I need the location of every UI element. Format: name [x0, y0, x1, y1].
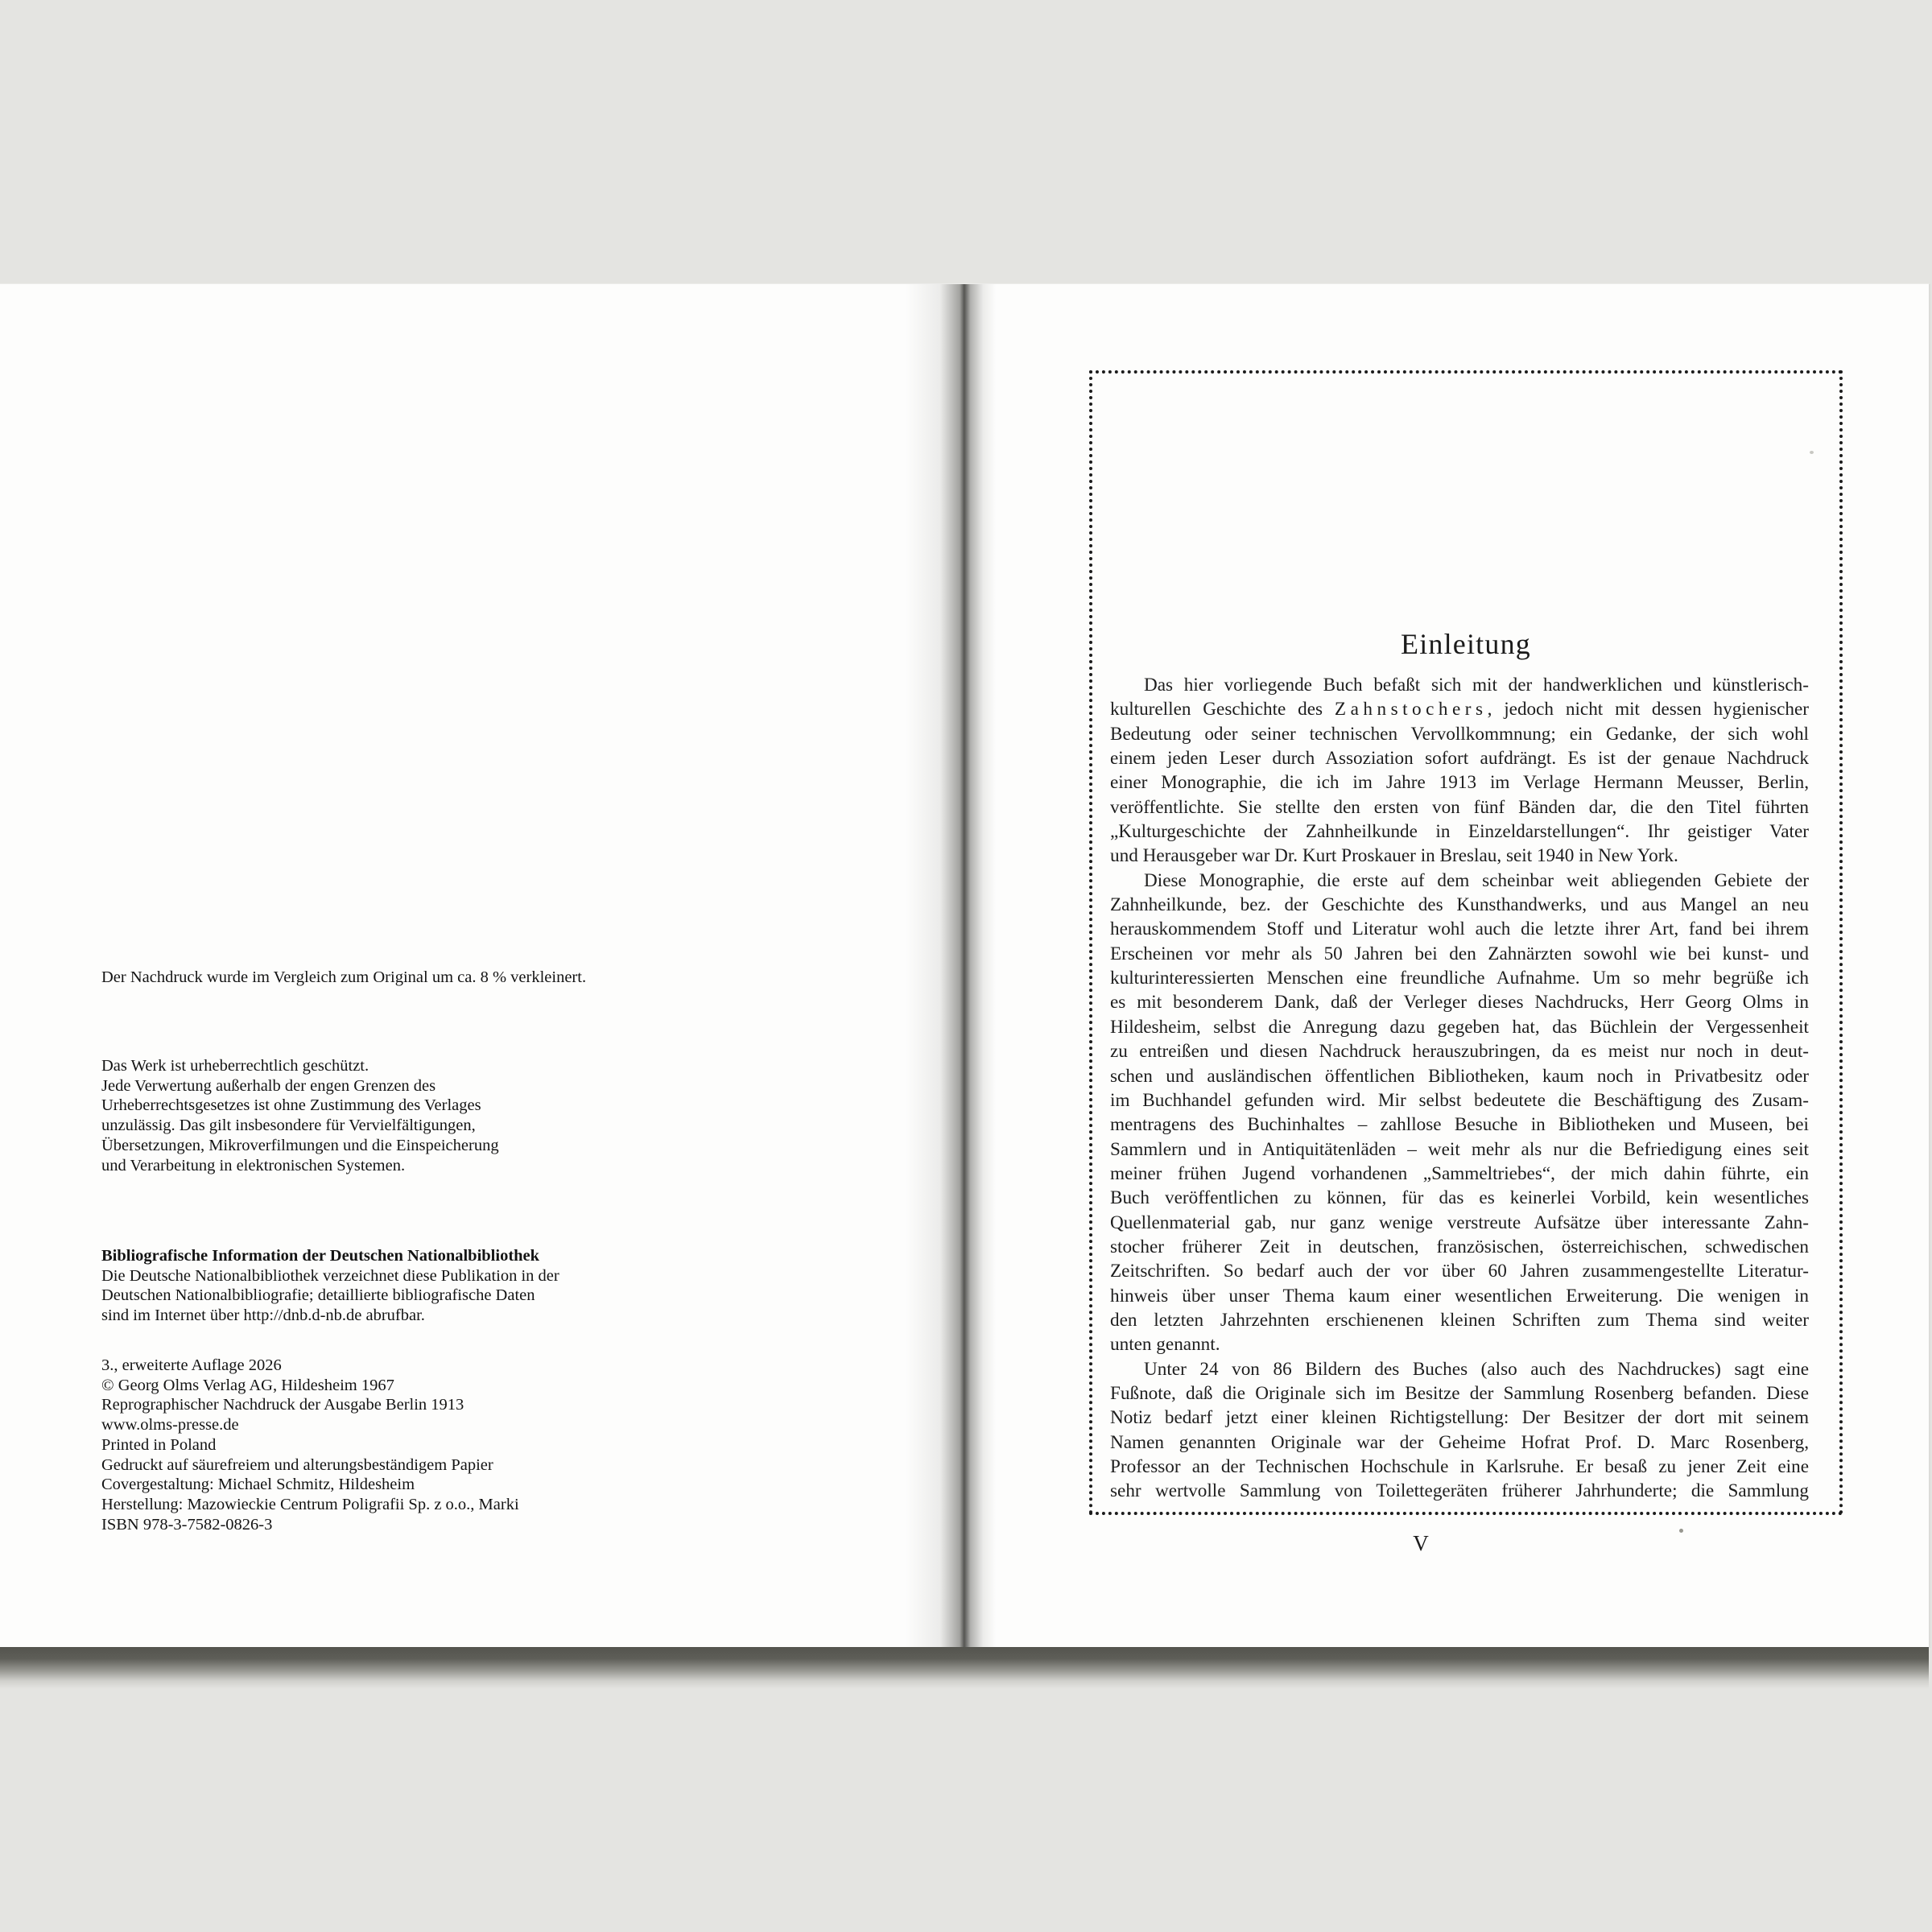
- scan-speck: [1679, 1529, 1683, 1533]
- text-line: einer Monographie, die ich im Jahre 1913 im Verlage Hermann Meusser, Berlin,: [1110, 772, 1809, 794]
- text-line: Gedruckt auf säurefreiem und alterungsbeständigem Papier: [101, 1455, 493, 1474]
- page-bottom-shadow: [0, 1647, 1929, 1689]
- text-line: Das hier vorliegende Buch befaßt sich mit der handwerklichen und künstlerisch-: [1144, 675, 1809, 696]
- text-line: sehr wertvolle Sammlung von Toilettegeräten früherer Jahrhunderte; die Sammlung: [1110, 1480, 1809, 1502]
- text-line: Die Deutsche Nationalbibliothek verzeichnet diese Publikation in der: [101, 1266, 559, 1285]
- text-line: Namen genannten Originale war der Geheime Hofrat Prof. D. Marc Rosenberg,: [1110, 1431, 1809, 1453]
- text-line: schen und ausländischen öffentlichen Bibliotheken, kaum noch in Privatbesitz oder: [1110, 1065, 1809, 1087]
- text-line: im Buchhandel gefunden wird. Mir selbst bedeutete die Beschäftigung des Zusam-: [1110, 1089, 1809, 1111]
- imprint-block: [101, 1356, 519, 1534]
- text-line: Das Werk ist urheberrechtlich geschützt.: [101, 1057, 369, 1075]
- text-line: zu entreißen und diesen Nachdruck herauszubringen, da es meist nur noch in deut-: [1110, 1041, 1809, 1063]
- text-line: Urheberrechtsgesetzes ist ohne Zustimmung des Verlages: [101, 1096, 481, 1115]
- text-line: Hildesheim, selbst die Anregung dazu gegeben hat, das Büchlein der Vergessenheit: [1110, 1016, 1809, 1038]
- text-line: Unter 24 von 86 Bildern des Buches (also auch des Nachdruckes) sagt eine: [1144, 1358, 1809, 1380]
- bibliographic-info-block: [101, 1246, 559, 1326]
- text-line: sind im Internet über http://dnb.d-nb.de abrufbar.: [101, 1307, 425, 1325]
- text-line: Printed in Poland: [101, 1435, 217, 1454]
- text-line: Reprographischer Nachdruck der Ausgabe Berlin 1913: [101, 1396, 464, 1414]
- page-number: V: [1413, 1531, 1429, 1555]
- text-line: hinweis über unser Thema kaum einer wesentlichen Erweiterung. Die wenigen in: [1110, 1285, 1809, 1307]
- text-line: es mit besonderem Dank, daß der Verleger dieses Nachdrucks, Herr Georg Olms in: [1110, 992, 1809, 1013]
- bibliographic-info-heading: Bibliografische Information der Deutschen Nationalbibliothek: [101, 1247, 540, 1265]
- text-fragment: kulturellen Geschichte des: [1110, 699, 1335, 720]
- text-line: „Kulturgeschichte der Zahnheilkunde in Einzeldarstellungen“. Ihr geistiger Vater: [1110, 821, 1809, 843]
- text-line: unzulässig. Das gilt insbesondere für Vervielfältigungen,: [101, 1117, 476, 1135]
- text-line: Professor an der Technischen Hochschule in Karlsruhe. Er besaß zu jener Zeit eine: [1110, 1456, 1809, 1477]
- text-line: Herstellung: Mazowieckie Centrum Poligrafii Sp. z o.o., Marki: [101, 1495, 519, 1513]
- gutter-shadow: [906, 284, 996, 1648]
- text-line: Diese Monographie, die erste auf dem scheinbar weit abliegenden Gebiete der: [1144, 869, 1809, 891]
- text-line: Covergestaltung: Michael Schmitz, Hildesheim: [101, 1476, 415, 1494]
- text-line: mentragens des Buchinhaltes – zahllose Besuche in Bibliotheken und Museen, bei: [1110, 1114, 1809, 1136]
- text-line: Sammlern und in Antiquitätenläden – weit mehr als nur die Befriedigung eines seit: [1110, 1138, 1809, 1160]
- bibliographic-info-lines: [101, 1266, 559, 1326]
- reduction-note: Der Nachdruck wurde im Vergleich zum Original um ca. 8 % verkleinert.: [101, 968, 587, 986]
- scan-speck: [1810, 451, 1814, 454]
- text-line: ISBN 978-3-7582-0826-3: [101, 1515, 273, 1534]
- chapter-title: Einleitung: [1401, 628, 1531, 660]
- text-line: 3., erweiterte Auflage 2026: [101, 1356, 282, 1374]
- text-line: Bedeutung oder seiner technischen Vervollkommnung; ein Gedanke, der sich wohl: [1110, 723, 1809, 745]
- chapter-body-text: [1110, 673, 1809, 1504]
- text-line: herauskommendem Stoff und Literatur wohl auch die letzte ihrer Art, fand bei ihrem: [1110, 919, 1809, 940]
- text-line: Notiz bedarf jetzt einer kleinen Richtigstellung: Der Besitzer der dort mit seinem: [1110, 1407, 1809, 1429]
- text-line: [1110, 697, 1809, 721]
- text-line: meiner frühen Jugend vorhandenen „Sammeltriebes“, der mich dahin führte, ein: [1110, 1162, 1809, 1184]
- copyright-block: [101, 1056, 499, 1175]
- text-fragment: Zahnstochers: [1334, 699, 1488, 720]
- text-line: stocher früherer Zeit in deutschen, französischen, österreichischen, schwedischen: [1110, 1236, 1809, 1257]
- text-line: und Verarbeitung in elektronischen Systemen.: [101, 1156, 406, 1174]
- text-line: Zeitschriften. So bedarf auch der vor über 60 Jahren zusammengestellte Literatur-: [1110, 1261, 1809, 1282]
- text-line: Quellenmaterial gab, nur ganz wenige verstreute Aufsätze über interessante Zahn-: [1110, 1212, 1809, 1233]
- text-line: Übersetzungen, Mikroverfilmungen und die Einspeicherung: [101, 1136, 499, 1154]
- text-line: Fußnote, daß die Originale sich im Besitze der Sammlung Rosenberg befanden. Diese: [1110, 1382, 1809, 1404]
- text-fragment: , jedoch nicht mit dessen hygienischer: [1487, 699, 1809, 720]
- text-line: Zahnheilkunde, bez. der Geschichte des Kunsthandwerks, und aus Mangel an neu: [1110, 894, 1809, 916]
- text-line: Erscheinen vor mehr als 50 Jahren bei den Zahnärzten sowohl wie bei kunst- und: [1110, 943, 1809, 964]
- text-line: Deutschen Nationalbibliografie; detaillierte bibliografische Daten: [101, 1286, 535, 1305]
- text-line: Jede Verwertung außerhalb der engen Grenzen des: [101, 1076, 436, 1095]
- text-line: und Herausgeber war Dr. Kurt Proskauer in Breslau, seit 1940 in New York.: [1110, 845, 1678, 867]
- text-line: www.olms-presse.de: [101, 1416, 239, 1435]
- text-line: unten genannt.: [1110, 1334, 1220, 1356]
- text-line: kulturinteressierten Menschen eine freundliche Aufnahme. Um so mehr begrüße ich: [1110, 968, 1809, 989]
- text-line: veröffentlichte. Sie stellte den ersten von fünf Bänden dar, die den Titel führten: [1110, 796, 1809, 818]
- text-line: © Georg Olms Verlag AG, Hildesheim 1967: [101, 1376, 394, 1394]
- text-line: einem jeden Leser durch Assoziation sofort aufdrängt. Es ist der genaue Nachdruck: [1110, 748, 1809, 770]
- text-line: Buch veröffentlichen zu können, für das es keinerlei Vorbild, kein wesentliches: [1110, 1187, 1809, 1209]
- text-line: den letzten Jahrzehnten erschienenen kleinen Schriften zum Thema sind weiter: [1110, 1309, 1809, 1331]
